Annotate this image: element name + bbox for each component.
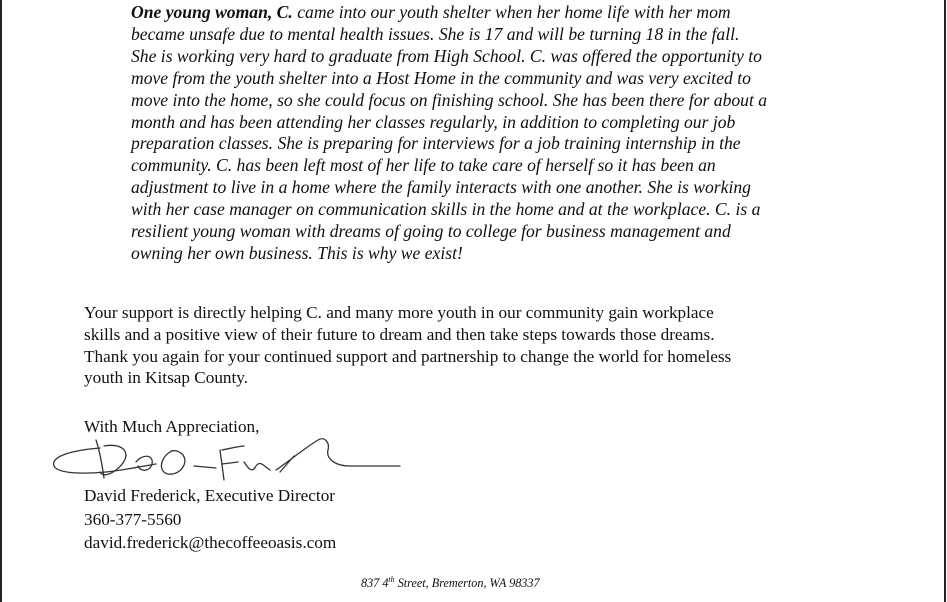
story-line: community. C. has been left most of her life to take care of herself so it has been an	[131, 155, 716, 176]
story-line: resilient young woman with dreams of going to college for business management and	[131, 221, 731, 242]
story-lead: One young woman, C.	[131, 2, 293, 22]
story-line: owning her own business. This is why we exist!	[131, 242, 463, 263]
footer-address-number: 837 4	[361, 576, 389, 590]
story-line: month and has been attending her classes regularly, in addition to completing our job	[131, 111, 736, 132]
signer-phone: 360-377-5560	[84, 509, 182, 529]
signature-block	[84, 484, 336, 555]
story-line: adjustment to live in a home where the family interacts with one another. She is working	[131, 177, 751, 198]
support-line: Thank you again for your continued support and partnership to change the world for homeless	[84, 346, 732, 366]
page-border-right	[944, 0, 946, 602]
story-line: became unsafe due to mental health issues. She is 17 and will be turning 18 in the fall.	[131, 23, 740, 44]
story-line: move from the youth shelter into a Host Home in the community and was very excited to	[131, 67, 751, 88]
story-line: preparation classes. She is preparing for interviews for a job training internship in the	[131, 133, 741, 154]
closing-salutation: With Much Appreciation,	[84, 417, 260, 436]
handwritten-signature	[44, 426, 404, 492]
support-line: skills and a positive view of their future to dream and then take steps towards those dreams.	[84, 324, 715, 344]
page-border-left	[0, 0, 2, 602]
signer-email: david.frederick@thecoffeeoasis.com	[84, 533, 337, 552]
story-paragraph	[131, 2, 921, 265]
story-line-text: came into our youth shelter when her home life with her mom	[292, 2, 731, 22]
support-line: youth in Kitsap County.	[84, 368, 249, 388]
signer-name-title: David Frederick, Executive Director	[84, 486, 336, 505]
footer-address	[361, 575, 540, 591]
story-line: move into the home, so she could focus on finishing school. She has been there for about a	[131, 89, 768, 110]
footer-address-superscript: th	[388, 574, 395, 584]
support-line: Your support is directly helping C. and many more youth in our community gain workplace	[84, 303, 714, 322]
footer-address-rest: Street, Bremerton, WA 98337	[394, 576, 540, 590]
story-line: with her case manager on communication skills in the home and at the workplace. C. is a	[131, 199, 761, 220]
support-paragraph	[84, 302, 884, 389]
story-line: She is working very hard to graduate from High School. C. was offered the opportunity to	[131, 45, 762, 66]
story-line	[131, 2, 921, 24]
